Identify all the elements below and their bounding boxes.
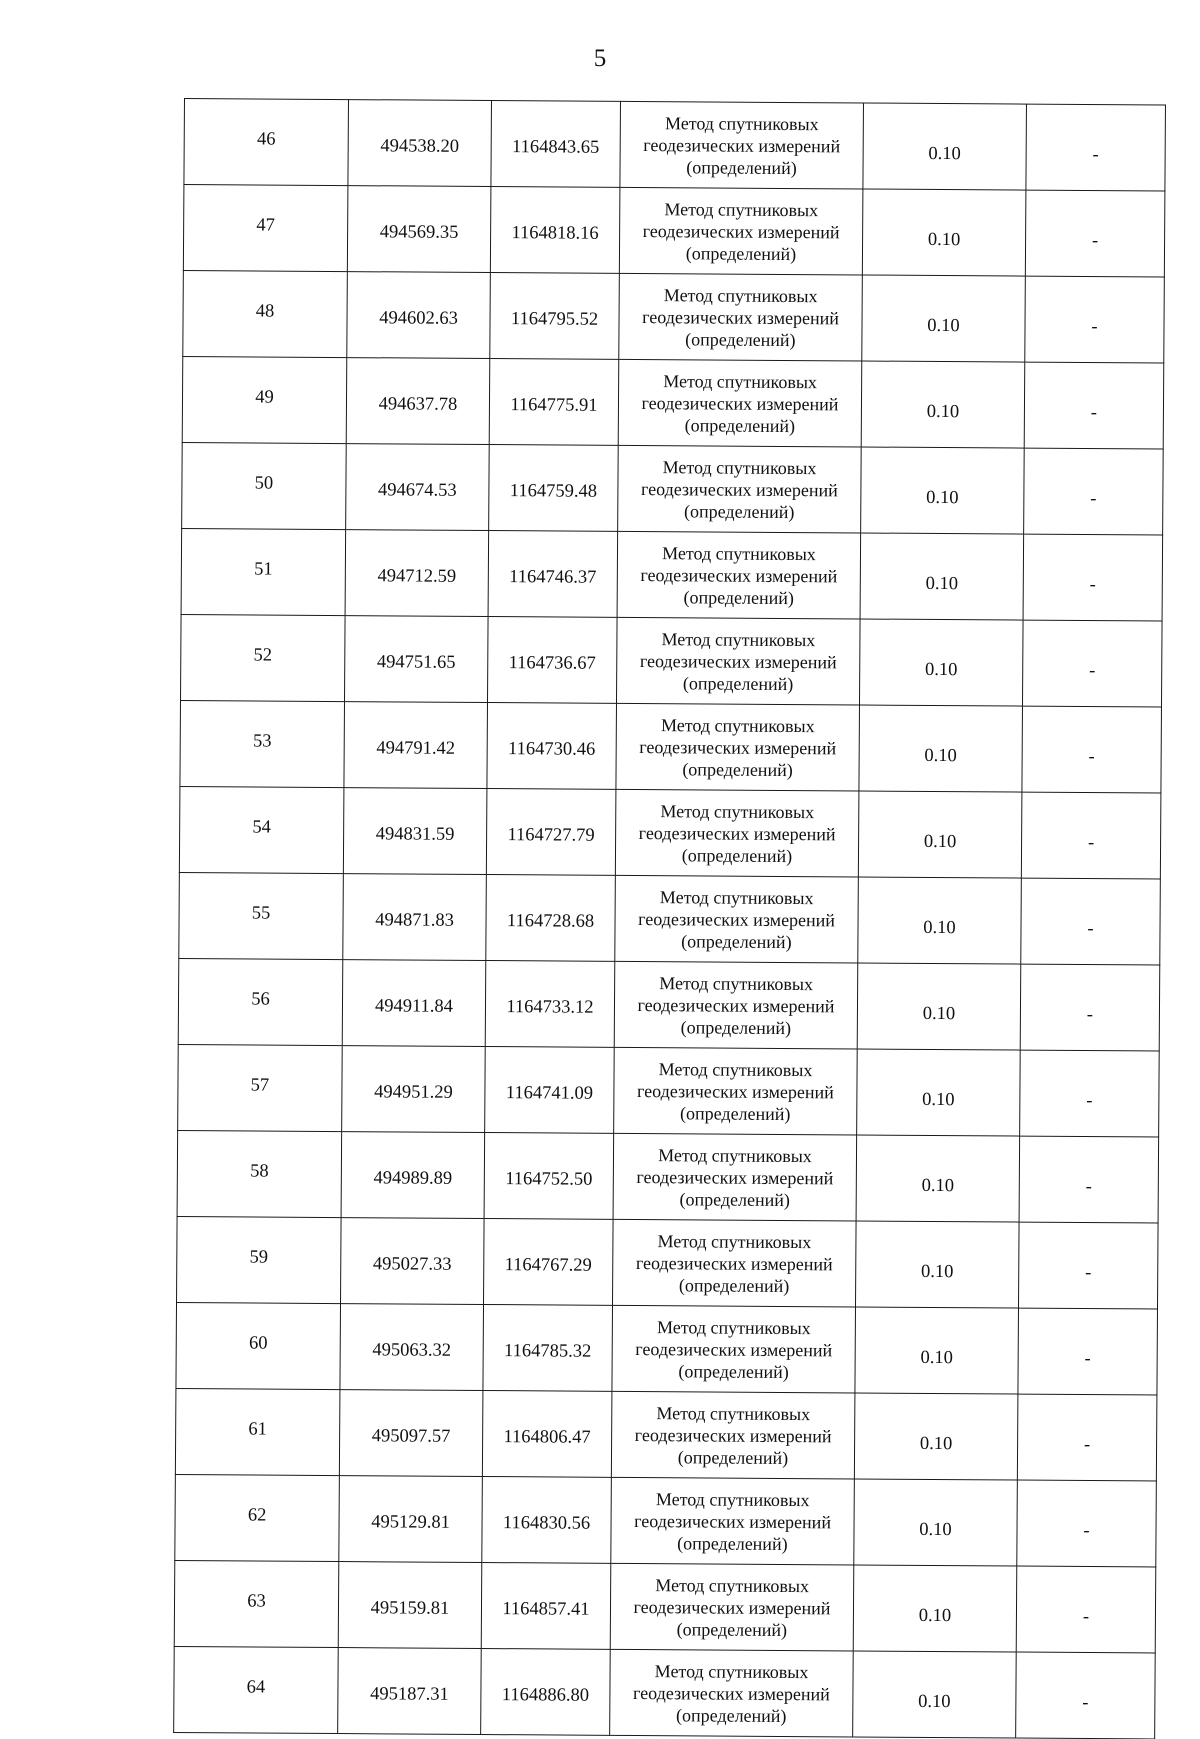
method-line: геодезических измерений [639,650,837,672]
accuracy-cell: 0.10 [859,705,1023,792]
table-row [174,1560,1156,1653]
description-cell: - [1017,1480,1157,1567]
y-coordinate-cell: 1164785.32 [483,1305,613,1392]
x-coordinate-cell: 495159.81 [338,1562,482,1649]
table-row [176,1302,1158,1395]
x-coordinate-cell: 495097.57 [339,1390,483,1477]
method-line: Метод спутниковых [663,284,818,306]
x-coordinate-cell: 495027.33 [341,1218,485,1305]
method-cell [617,531,861,619]
accuracy-cell: 0.10 [858,791,1022,878]
y-coordinate-cell: 1164736.67 [487,617,617,704]
method-line: Метод спутниковых [659,886,814,908]
accuracy-cell: 0.10 [861,361,1025,448]
point-number-cell: 58 [177,1130,342,1217]
description-cell: - [1025,190,1165,277]
point-number-cell: 60 [176,1302,341,1389]
point-number-cell: 48 [183,270,348,357]
method-line: Метод спутниковых [664,112,819,134]
x-coordinate-cell: 494712.59 [345,530,489,617]
method-line: Метод спутниковых [662,456,817,478]
method-cell [613,1133,857,1221]
method-line: (определений) [677,1446,789,1468]
x-coordinate-cell: 494911.84 [342,960,486,1047]
x-coordinate-cell: 494569.35 [347,186,491,273]
method-line: Метод спутниковых [663,370,818,392]
table-row [184,99,1166,192]
method-line: Метод спутниковых [657,1230,812,1252]
method-line: геодезических измерений [635,1338,833,1360]
point-number-cell: 59 [177,1216,342,1303]
method-line: геодезических измерений [638,822,836,844]
accuracy-cell: 0.10 [856,1135,1020,1222]
x-coordinate-cell: 494602.63 [347,272,491,359]
y-coordinate-cell: 1164727.79 [486,789,616,876]
table-row [175,1474,1157,1567]
method-line: геодезических измерений [633,1596,831,1618]
accuracy-cell: 0.10 [857,963,1021,1050]
method-line: (определений) [680,1102,791,1124]
accuracy-cell: 0.10 [854,1479,1018,1566]
method-line: (определений) [676,1618,788,1640]
description-cell: - [1024,448,1164,535]
point-number-cell: 57 [178,1044,343,1131]
method-line: Метод спутниковых [658,1058,813,1080]
method-line: Метод спутниковых [656,1402,811,1424]
x-coordinate-cell: 494989.89 [341,1132,485,1219]
point-number-cell: 52 [181,614,346,701]
method-cell [615,875,859,963]
method-line: геодезических измерений [632,1682,830,1704]
accuracy-cell: 0.10 [863,103,1027,190]
page-number: 5 [593,45,607,72]
description-cell: - [1022,620,1162,707]
point-number-cell: 61 [175,1388,340,1475]
method-line: (определений) [686,156,797,178]
x-coordinate-cell: 494751.65 [345,616,489,703]
y-coordinate-cell: 1164818.16 [490,187,620,274]
point-number-cell: 53 [180,700,345,787]
point-number-cell: 47 [183,185,348,272]
y-coordinate-cell: 1164806.47 [482,1391,612,1478]
method-line: геодезических измерений [640,478,838,500]
method-line: геодезических измерений [636,1166,834,1188]
accuracy-cell: 0.10 [855,1221,1019,1308]
table-row [178,958,1160,1051]
method-cell [616,617,860,705]
method-line: геодезических измерений [641,392,839,414]
method-line: геодезических измерений [637,994,835,1016]
table-row [174,1646,1156,1739]
method-line: Метод спутниковых [658,1144,812,1166]
method-cell [613,1219,857,1307]
x-coordinate-cell: 494637.78 [346,358,490,445]
description-cell: - [1020,964,1160,1051]
method-line: (определений) [678,1360,789,1382]
point-number-cell: 50 [182,442,347,529]
method-cell [611,1477,855,1565]
method-line: (определений) [681,844,793,866]
method-line: (определений) [684,500,795,522]
point-number-cell: 55 [179,872,344,959]
method-line: (определений) [682,758,793,780]
y-coordinate-cell: 1164746.37 [488,531,618,618]
point-number-cell: 64 [174,1646,339,1733]
x-coordinate-cell: 495063.32 [340,1304,484,1391]
method-cell [612,1305,856,1393]
accuracy-cell: 0.10 [862,275,1026,362]
method-cell [619,273,863,361]
description-cell: - [1016,1652,1156,1739]
x-coordinate-cell: 494831.59 [343,788,487,875]
table-row [175,1388,1157,1481]
table-row [182,356,1164,449]
accuracy-cell: 0.10 [857,1049,1021,1136]
method-line: геодезических измерений [634,1424,832,1446]
table-row [177,1216,1159,1309]
y-coordinate-cell: 1164728.68 [486,875,616,962]
accuracy-cell: 0.10 [859,619,1023,706]
description-cell: - [1025,276,1165,363]
method-line: Метод спутниковых [661,628,816,650]
table-row [181,614,1163,707]
description-cell: - [1017,1394,1157,1481]
description-cell: - [1016,1566,1156,1653]
point-number-cell: 56 [178,958,343,1045]
table-row [180,700,1162,793]
method-line: Метод спутниковых [655,1574,810,1596]
description-cell: - [1018,1222,1158,1309]
y-coordinate-cell: 1164759.48 [489,445,619,532]
x-coordinate-cell: 494871.83 [343,874,487,961]
method-line: Метод спутниковых [664,198,819,220]
method-cell [620,101,864,189]
method-line: Метод спутниковых [656,1316,811,1338]
point-number-cell: 49 [182,356,347,443]
coordinates-table [173,98,1166,1739]
table-row [183,270,1165,363]
method-line: (определений) [678,1274,790,1296]
method-line: Метод спутниковых [660,714,815,736]
method-cell [614,1047,858,1135]
method-line: Метод спутниковых [662,542,816,564]
method-line: геодезических измерений [642,306,840,328]
accuracy-cell: 0.10 [853,1565,1017,1652]
point-number-cell: 62 [175,1474,340,1561]
method-line: Метод спутниковых [659,972,814,994]
method-line: (определений) [682,672,794,694]
method-line: (определений) [676,1704,787,1726]
accuracy-cell: 0.10 [853,1651,1017,1738]
method-line: Метод спутниковых [655,1488,810,1510]
y-coordinate-cell: 1164843.65 [491,101,621,188]
method-line: геодезических измерений [634,1510,832,1532]
point-number-cell: 63 [174,1560,339,1647]
description-cell: - [1026,104,1166,191]
method-line: Метод спутниковых [660,800,815,822]
x-coordinate-cell: 495187.31 [338,1648,482,1735]
y-coordinate-cell: 1164752.50 [484,1133,614,1220]
accuracy-cell: 0.10 [861,447,1025,534]
x-coordinate-cell: 494674.53 [346,444,490,531]
y-coordinate-cell: 1164830.56 [482,1477,612,1564]
method-cell [619,187,863,275]
y-coordinate-cell: 1164857.41 [481,1563,611,1650]
method-cell [614,961,858,1049]
method-line: (определений) [685,242,797,264]
accuracy-cell: 0.10 [862,189,1026,276]
description-cell: - [1021,878,1161,965]
point-number-cell: 46 [184,99,349,186]
method-line: (определений) [679,1188,790,1210]
description-cell: - [1020,1050,1160,1137]
table-row [181,528,1163,621]
method-cell [610,1649,854,1737]
accuracy-cell: 0.10 [860,533,1024,620]
y-coordinate-cell: 1164730.46 [487,703,617,790]
description-cell: - [1019,1136,1159,1223]
table-row [182,442,1164,535]
method-line: геодезических измерений [638,908,836,930]
x-coordinate-cell: 495129.81 [339,1476,483,1563]
method-line: (определений) [680,1016,792,1038]
coordinates-table-body [174,99,1166,1739]
method-line: геодезических измерений [643,134,841,156]
y-coordinate-cell: 1164767.29 [484,1219,614,1306]
accuracy-cell: 0.10 [855,1307,1019,1394]
x-coordinate-cell: 494791.42 [344,702,488,789]
method-line: геодезических измерений [640,564,838,586]
method-line: геодезических измерений [636,1080,834,1102]
method-line: (определений) [683,586,794,608]
method-cell [618,359,862,447]
x-coordinate-cell: 494538.20 [348,100,492,187]
description-cell: - [1022,706,1162,793]
point-number-cell: 51 [181,528,346,615]
table-row [179,872,1161,965]
method-cell [616,703,860,791]
method-line: (определений) [684,414,796,436]
method-line: геодезических измерений [642,220,840,242]
y-coordinate-cell: 1164733.12 [485,961,615,1048]
method-line: Метод спутниковых [654,1660,809,1682]
method-line: (определений) [677,1532,788,1554]
accuracy-cell: 0.10 [854,1393,1018,1480]
method-line: (определений) [685,328,796,350]
description-cell: - [1023,534,1163,621]
method-cell [615,789,859,877]
description-cell: - [1024,362,1164,449]
point-number-cell: 54 [179,786,344,873]
method-line: геодезических измерений [635,1252,833,1274]
table-row [183,185,1165,278]
description-cell: - [1018,1308,1158,1395]
table-row [179,786,1161,879]
y-coordinate-cell: 1164795.52 [490,273,620,360]
method-cell [610,1563,854,1651]
y-coordinate-cell: 1164775.91 [489,359,619,446]
table-row [177,1130,1159,1223]
table-row [178,1044,1160,1137]
method-cell [611,1391,855,1479]
method-line: (определений) [681,930,792,952]
description-cell: - [1021,792,1161,879]
y-coordinate-cell: 1164741.09 [485,1047,615,1134]
y-coordinate-cell: 1164886.80 [481,1649,611,1736]
method-line: геодезических измерений [639,736,837,758]
x-coordinate-cell: 494951.29 [342,1046,486,1133]
method-cell [618,445,862,533]
accuracy-cell: 0.10 [858,877,1022,964]
